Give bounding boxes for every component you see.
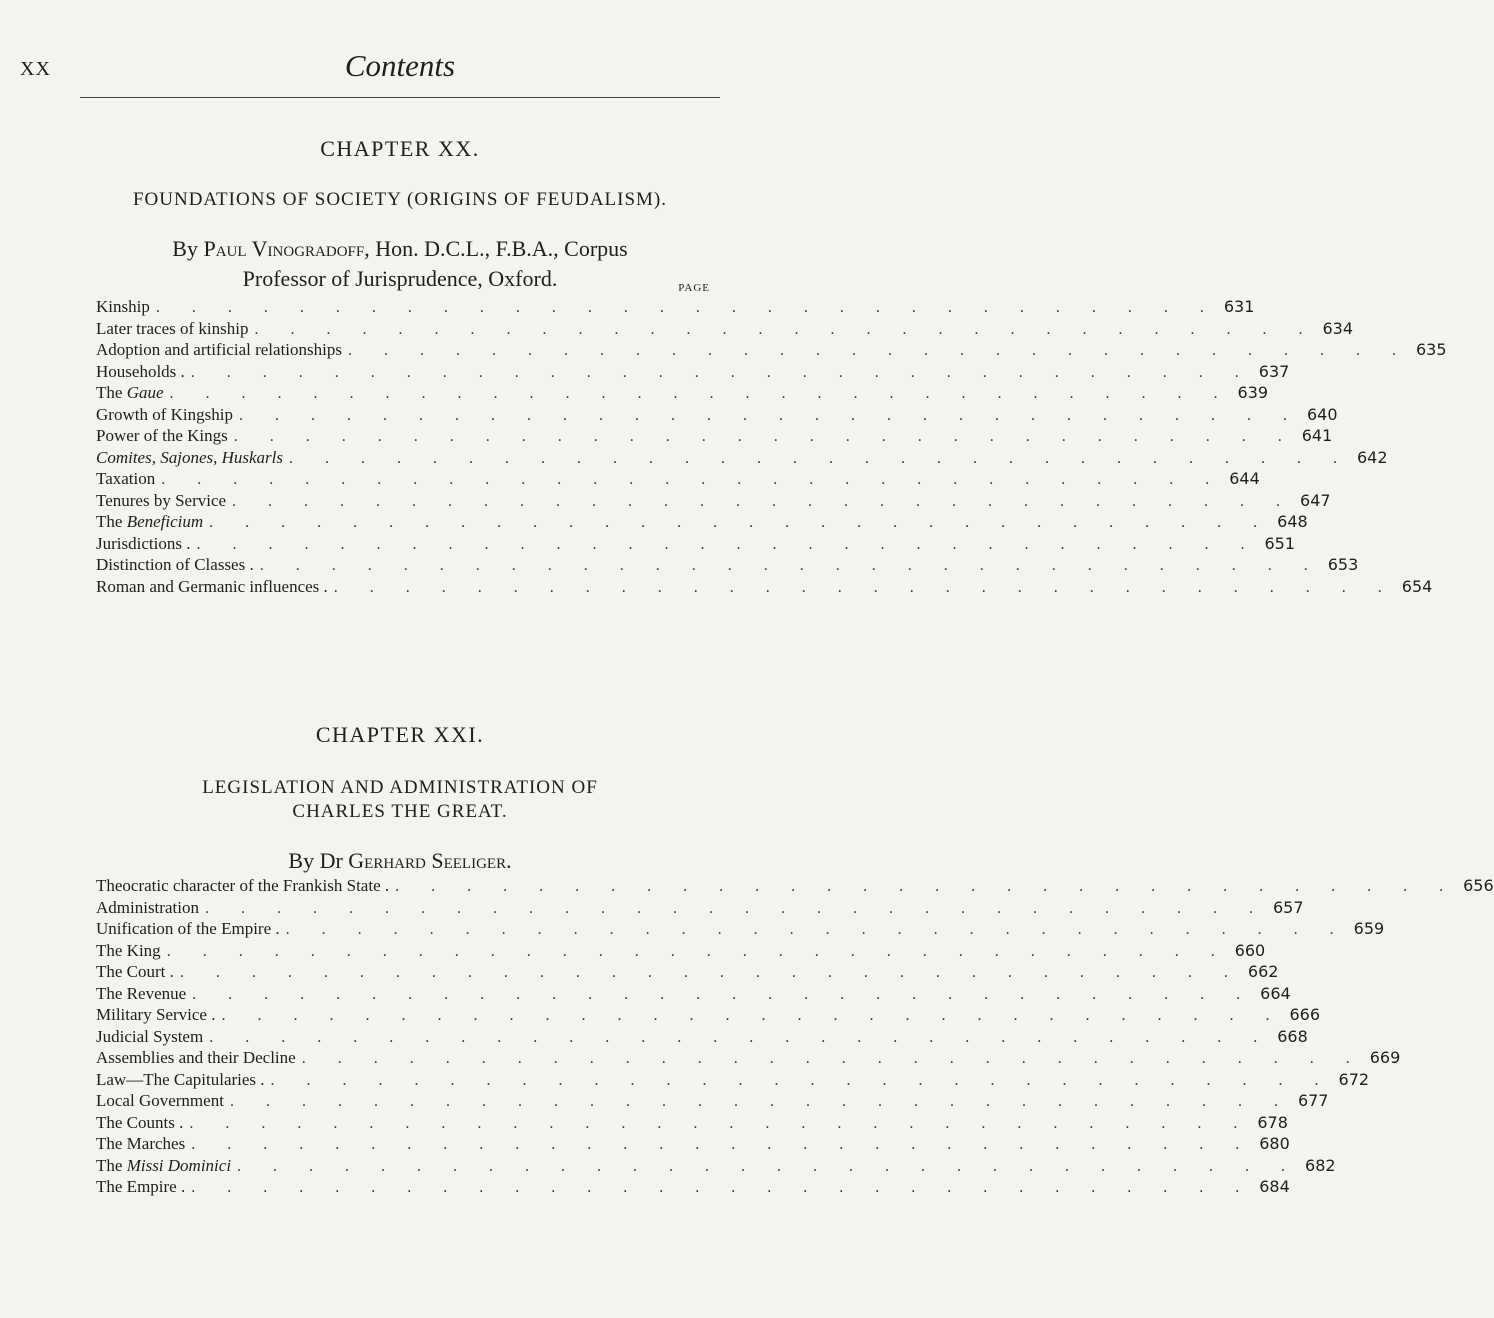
page-number: XX: [20, 58, 51, 80]
toc-entry-title: Growth of Kingship: [96, 404, 233, 424]
toc-entry-title: Households .: [96, 361, 185, 381]
toc-entry: [96, 1112, 1288, 1135]
toc-entry-title: Theocratic character of the Frankish State .: [96, 876, 390, 895]
leader-dots: . . . . . . . . . . . . . . . . . . . . . . . . . . . . . .: [221, 1007, 1284, 1024]
toc-entry-title: Military Service .: [96, 1005, 216, 1024]
toc-entry-page: 642: [1357, 447, 1388, 467]
chapter-author-line: Professor of Jurisprudence, Oxford.: [242, 266, 558, 291]
toc-entry-title: Judicial System: [96, 1026, 204, 1046]
toc-entry: [96, 469, 1260, 491]
toc-entry-title: Adoption and artificial relationships: [96, 340, 342, 359]
running-head: [0, 48, 800, 94]
toc-entry-title: Assemblies and their Decline: [96, 1048, 296, 1067]
chapter-xxi-heading: [0, 722, 800, 876]
toc-entry-page: 654: [1401, 576, 1433, 596]
toc-entry: [96, 897, 1304, 920]
toc-entry-title: Law—The Capitularies .: [96, 1069, 265, 1089]
toc-entry: [96, 576, 1433, 599]
toc-entry: [96, 512, 1308, 534]
leader-dots: . . . . . . . . . . . . . . . . . . . . . . . . . . . . . .: [395, 878, 1458, 895]
toc-entry: [96, 383, 1269, 405]
toc-entry-title: Taxation: [96, 469, 156, 488]
toc-entry-title: The Missi Dominici: [96, 1155, 232, 1175]
leader-dots: . . . . . . . . . . . . . . . . . . . . . . . . . . . . . .: [209, 514, 1272, 531]
leader-dots: . . . . . . . . . . . . . . . . . . . . . . . . . . . . . .: [190, 363, 1253, 381]
toc-entry: [96, 361, 1290, 384]
toc-entry-page: 651: [1264, 533, 1295, 553]
chapter-title: CHAPTER XX.: [320, 136, 480, 161]
toc-entry: [96, 983, 1291, 1006]
toc-entry-page: 647: [1300, 490, 1331, 510]
toc-entry-page: 677: [1297, 1091, 1329, 1110]
toc-entry-title: The Beneficium: [96, 512, 204, 531]
leader-dots: . . . . . . . . . . . . . . . . . . . . . . . . . . . . . .: [189, 1114, 1252, 1132]
toc-entry-title: Comites, Sajones, Huskarls: [96, 447, 283, 467]
toc-entry: [96, 962, 1279, 984]
leader-dots: . . . . . . . . . . . . . . . . . . . . . . . . . . . . . .: [209, 1028, 1272, 1046]
toc-entry-title: The Empire .: [96, 1177, 186, 1196]
toc-entry: [96, 1091, 1329, 1113]
toc-entry-title: The Court .: [96, 962, 174, 981]
leader-dots: . . . . . . . . . . . . . . . . . . . . . . . . . . . . . .: [347, 342, 1410, 359]
toc-entry: [96, 940, 1266, 963]
toc-entry: [96, 1134, 1290, 1156]
toc-entry: [96, 555, 1359, 577]
leader-dots: . . . . . . . . . . . . . . . . . . . . . . . . . . . . . .: [169, 385, 1232, 402]
chapter-subtitle: LEGISLATION AND ADMINISTRATION OF: [202, 777, 598, 798]
toc-entry: [96, 426, 1333, 448]
leader-dots: . . . . . . . . . . . . . . . . . . . . . . . . . . . . . .: [191, 1136, 1254, 1153]
toc-entry-page: 664: [1260, 983, 1291, 1003]
toc-entry-page: 631: [1223, 297, 1255, 316]
leader-dots: . . . . . . . . . . . . . . . . . . . . . . . . . . . . . .: [204, 899, 1267, 917]
leader-dots: . . . . . . . . . . . . . . . . . . . . . . . . . . . . . .: [155, 299, 1218, 316]
toc-entry-title: Tenures by Service: [96, 490, 227, 510]
leader-dots: . . . . . . . . . . . . . . . . . . . . . . . . . . . . . .: [191, 1179, 1254, 1196]
leader-dots: . . . . . . . . . . . . . . . . . . . . . . . . . . . . . .: [232, 492, 1295, 510]
toc-entry-title: Kinship: [96, 297, 150, 316]
chapter-xx-heading: [0, 136, 800, 294]
leader-dots: . . . . . . . . . . . . . . . . . . . . . . . . . . . . . .: [237, 1157, 1300, 1175]
leader-dots: . . . . . . . . . . . . . . . . . . . . . . . . . . . . . .: [333, 578, 1396, 596]
leader-dots: . . . . . . . . . . . . . . . . . . . . . . . . . . . . . .: [229, 1093, 1292, 1110]
toc-entry-page: 662: [1247, 962, 1279, 981]
toc-entry-title: The King: [96, 940, 161, 960]
toc-entry-page: 653: [1327, 555, 1359, 574]
chapter-subtitle: CHARLES THE GREAT.: [292, 801, 508, 822]
leader-dots: . . . . . . . . . . . . . . . . . . . . . . . . . . . . . .: [285, 921, 1348, 938]
chapter-author-line: By Paul Vinogradoff, Hon. D.C.L., F.B.A., Corpus: [172, 236, 628, 261]
toc-entry: [96, 297, 1255, 319]
toc-entry-page: 672: [1338, 1069, 1370, 1089]
toc-entry: [96, 1005, 1320, 1027]
toc-entry: [96, 318, 1354, 341]
toc-entry-title: The Revenue: [96, 983, 187, 1003]
leader-dots: . . . . . . . . . . . . . . . . . . . . . . . . . . . . . .: [166, 942, 1229, 960]
toc-entry: [96, 1048, 1401, 1070]
toc-entry-page: 648: [1277, 512, 1308, 531]
toc-entry-page: 669: [1369, 1048, 1401, 1067]
toc-entry-title: Jurisdictions .: [96, 533, 191, 553]
toc-entry: [96, 447, 1388, 470]
toc-entry-page: 659: [1353, 919, 1385, 938]
leader-dots: . . . . . . . . . . . . . . . . . . . . . . . . . . . . . .: [179, 964, 1242, 981]
leader-dots: . . . . . . . . . . . . . . . . . . . . . . . . . . . . . .: [301, 1050, 1364, 1067]
toc-entry: [96, 1177, 1290, 1199]
toc-entry-title: Later traces of kinship: [96, 318, 249, 338]
toc-entry: [96, 919, 1385, 941]
leader-dots: . . . . . . . . . . . . . . . . . . . . . . . . . . . . . .: [192, 985, 1255, 1003]
toc-entry-page: 656: [1463, 876, 1494, 895]
page-column-label: PAGE: [678, 282, 710, 294]
toc-entry: [96, 490, 1331, 513]
toc-entry-title: Distinction of Classes .: [96, 555, 254, 574]
leader-dots: . . . . . . . . . . . . . . . . . . . . . . . . . . . . . .: [289, 449, 1351, 467]
header-rule: [80, 97, 720, 98]
leader-dots: . . . . . . . . . . . . . . . . . . . . . . . . . . . . . .: [259, 557, 1322, 574]
toc-entry: [96, 404, 1338, 427]
leader-dots: . . . . . . . . . . . . . . . . . . . . . . . . . . . . . .: [196, 535, 1259, 553]
chapter-subtitle: FOUNDATIONS OF SOCIETY (ORIGINS OF FEUDALISM).: [132, 189, 668, 210]
leader-dots: . . . . . . . . . . . . . . . . . . . . . . . . . . . . . .: [161, 471, 1224, 488]
toc-entry-page: 684: [1259, 1177, 1290, 1196]
leader-dots: . . . . . . . . . . . . . . . . . . . . . . . . . . . . . .: [233, 428, 1296, 445]
toc-entry-page: 678: [1257, 1112, 1288, 1132]
toc-entry-title: The Marches: [96, 1134, 186, 1153]
toc-entry: [96, 533, 1295, 556]
toc-entry-page: 657: [1272, 897, 1304, 917]
toc-entry-title: The Counts .: [96, 1112, 184, 1132]
toc-entry-page: 644: [1229, 469, 1260, 488]
toc-entry-page: 639: [1237, 383, 1269, 402]
toc-entry-page: 635: [1415, 340, 1447, 359]
running-title: Contents: [344, 48, 456, 83]
toc-entry-page: 680: [1259, 1134, 1290, 1153]
toc-entry-title: Local Government: [96, 1091, 224, 1110]
toc-entry-title: Power of the Kings: [96, 426, 228, 445]
chapter-author-line: By Dr Gerhard Seeliger.: [288, 848, 512, 873]
chapter-title: CHAPTER XXI.: [315, 722, 485, 747]
toc-chapter-xxi: [96, 876, 1494, 1199]
toc-entry-page: 666: [1289, 1005, 1320, 1024]
toc-entry-page: 682: [1305, 1155, 1336, 1175]
toc-entry: [96, 1155, 1336, 1178]
toc-entry-title: The Gaue: [96, 383, 164, 402]
toc-entry-page: 637: [1258, 361, 1290, 381]
toc-entry-page: 660: [1234, 940, 1266, 960]
toc-entry-page: 640: [1306, 404, 1338, 424]
toc-entry: [96, 876, 1494, 898]
toc-entry-title: Unification of the Empire .: [96, 919, 280, 938]
toc-entry-title: Roman and Germanic influences .: [96, 576, 328, 596]
toc-entry: [96, 340, 1447, 362]
leader-dots: . . . . . . . . . . . . . . . . . . . . . . . . . . . . . .: [270, 1071, 1333, 1089]
leader-dots: . . . . . . . . . . . . . . . . . . . . . . . . . . . . . .: [254, 320, 1317, 338]
leader-dots: . . . . . . . . . . . . . . . . . . . . . . . . . . . . . .: [238, 406, 1301, 424]
toc-entry-page: 634: [1322, 318, 1354, 338]
toc-entry: [96, 1026, 1308, 1049]
toc-entry-page: 641: [1301, 426, 1333, 445]
toc-chapter-xx: [96, 282, 1447, 598]
toc-entry-page: 668: [1277, 1026, 1308, 1046]
toc-entry-title: Administration: [96, 897, 199, 917]
toc-entry: [96, 1069, 1370, 1092]
